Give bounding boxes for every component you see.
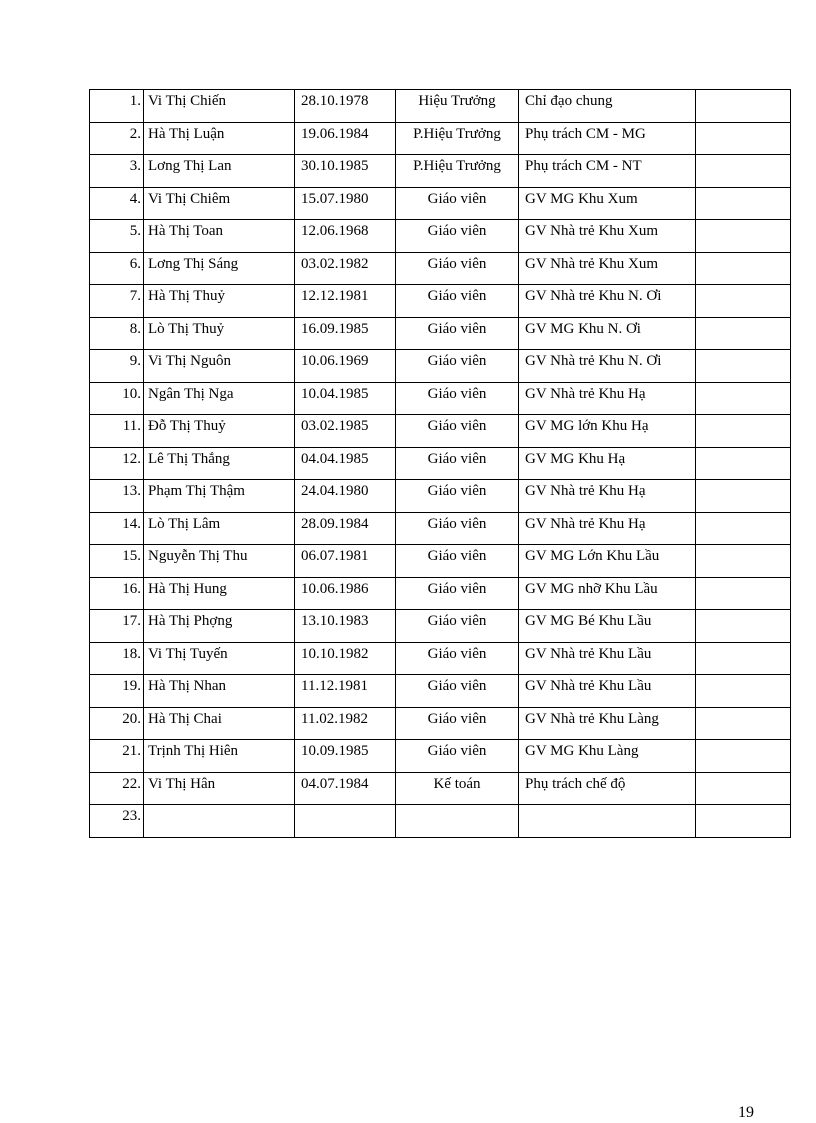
- cell-number: 20.: [90, 707, 144, 740]
- cell-note: [696, 415, 791, 448]
- cell-assignment: GV MG Khu Hạ: [519, 447, 696, 480]
- table-row: [90, 480, 791, 513]
- cell-number: 3.: [90, 155, 144, 188]
- cell-name: Vi Thị Tuyến: [144, 642, 295, 675]
- cell-number: 18.: [90, 642, 144, 675]
- cell-number: 12.: [90, 447, 144, 480]
- cell-birth-date: 12.12.1981: [295, 285, 396, 318]
- cell-note: [696, 480, 791, 513]
- cell-number: 16.: [90, 577, 144, 610]
- cell-number: 19.: [90, 675, 144, 708]
- cell-name: Lò Thị Lâm: [144, 512, 295, 545]
- cell-name: Lê Thị Thắng: [144, 447, 295, 480]
- cell-birth-date: 12.06.1968: [295, 220, 396, 253]
- cell-position: Giáo viên: [396, 577, 519, 610]
- table-row: [90, 675, 791, 708]
- cell-name: Hà Thị Luận: [144, 122, 295, 155]
- cell-note: [696, 610, 791, 643]
- cell-note: [696, 155, 791, 188]
- table-row: [90, 740, 791, 773]
- cell-note: [696, 350, 791, 383]
- cell-name: Vi Thị Chiêm: [144, 187, 295, 220]
- cell-assignment: Phụ trách CM - NT: [519, 155, 696, 188]
- cell-name: Đỗ Thị Thuỷ: [144, 415, 295, 448]
- cell-birth-date: 03.02.1982: [295, 252, 396, 285]
- cell-birth-date: 06.07.1981: [295, 545, 396, 578]
- cell-name: Hà Thị Hung: [144, 577, 295, 610]
- cell-assignment: GV Nhà trẻ Khu Hạ: [519, 512, 696, 545]
- cell-note: [696, 285, 791, 318]
- cell-note: [696, 707, 791, 740]
- cell-name: Hà Thị Nhan: [144, 675, 295, 708]
- cell-birth-date: 15.07.1980: [295, 187, 396, 220]
- cell-assignment: GV Nhà trẻ Khu Hạ: [519, 382, 696, 415]
- cell-note: [696, 675, 791, 708]
- cell-note: [696, 577, 791, 610]
- cell-birth-date: 10.04.1985: [295, 382, 396, 415]
- cell-position: P.Hiệu Trưởng: [396, 122, 519, 155]
- cell-name: Trịnh Thị Hiên: [144, 740, 295, 773]
- cell-number: 21.: [90, 740, 144, 773]
- cell-birth-date: 13.10.1983: [295, 610, 396, 643]
- cell-assignment: Phụ trách CM - MG: [519, 122, 696, 155]
- cell-position: Giáo viên: [396, 642, 519, 675]
- cell-assignment: Chỉ đạo chung: [519, 90, 696, 123]
- table-row: [90, 545, 791, 578]
- cell-note: [696, 187, 791, 220]
- table-row: [90, 155, 791, 188]
- cell-birth-date: 10.10.1982: [295, 642, 396, 675]
- page-number: 19: [738, 1104, 754, 1121]
- cell-note: [696, 512, 791, 545]
- cell-birth-date: 04.04.1985: [295, 447, 396, 480]
- cell-number: 1.: [90, 90, 144, 123]
- staff-table-body: [90, 90, 791, 838]
- cell-name: Phạm Thị Thậm: [144, 480, 295, 513]
- cell-assignment: GV MG Khu Làng: [519, 740, 696, 773]
- cell-note: [696, 545, 791, 578]
- cell-number: 9.: [90, 350, 144, 383]
- cell-name: Lò Thị Thuỷ: [144, 317, 295, 350]
- cell-position: Giáo viên: [396, 252, 519, 285]
- cell-assignment: GV Nhà trẻ Khu Làng: [519, 707, 696, 740]
- cell-name: Ngân Thị Nga: [144, 382, 295, 415]
- table-row: [90, 577, 791, 610]
- cell-birth-date: [295, 805, 396, 838]
- table-row: [90, 317, 791, 350]
- cell-name: Hà Thị Chai: [144, 707, 295, 740]
- table-row: [90, 610, 791, 643]
- cell-number: 13.: [90, 480, 144, 513]
- cell-note: [696, 122, 791, 155]
- cell-birth-date: 30.10.1985: [295, 155, 396, 188]
- cell-birth-date: 16.09.1985: [295, 317, 396, 350]
- cell-number: 11.: [90, 415, 144, 448]
- cell-note: [696, 642, 791, 675]
- table-row: [90, 382, 791, 415]
- cell-name: Nguyễn Thị Thu: [144, 545, 295, 578]
- cell-position: Kế toán: [396, 772, 519, 805]
- cell-name: Lơng Thị Sáng: [144, 252, 295, 285]
- cell-name: Vi Thị Hân: [144, 772, 295, 805]
- cell-birth-date: 10.06.1969: [295, 350, 396, 383]
- cell-assignment: GV Nhà trẻ Khu Lầu: [519, 642, 696, 675]
- table-row: [90, 642, 791, 675]
- cell-assignment: GV MG Bé Khu Lầu: [519, 610, 696, 643]
- cell-assignment: [519, 805, 696, 838]
- cell-position: Giáo viên: [396, 545, 519, 578]
- cell-note: [696, 317, 791, 350]
- cell-note: [696, 772, 791, 805]
- cell-note: [696, 805, 791, 838]
- cell-position: Hiệu Trưởng: [396, 90, 519, 123]
- cell-position: [396, 805, 519, 838]
- cell-assignment: GV Nhà trẻ Khu N. Ơi: [519, 285, 696, 318]
- cell-assignment: Phụ trách chế độ: [519, 772, 696, 805]
- table-row: [90, 187, 791, 220]
- table-row: [90, 122, 791, 155]
- table-row: [90, 252, 791, 285]
- cell-birth-date: 19.06.1984: [295, 122, 396, 155]
- cell-name: [144, 805, 295, 838]
- cell-note: [696, 740, 791, 773]
- cell-position: P.Hiệu Trưởng: [396, 155, 519, 188]
- cell-note: [696, 220, 791, 253]
- table-row: [90, 772, 791, 805]
- cell-position: Giáo viên: [396, 350, 519, 383]
- table-row: [90, 512, 791, 545]
- cell-position: Giáo viên: [396, 382, 519, 415]
- cell-assignment: GV Nhà trẻ Khu Xum: [519, 220, 696, 253]
- cell-assignment: GV Nhà trẻ Khu Lầu: [519, 675, 696, 708]
- cell-position: Giáo viên: [396, 740, 519, 773]
- cell-assignment: GV MG Khu N. Ơi: [519, 317, 696, 350]
- cell-position: Giáo viên: [396, 480, 519, 513]
- cell-number: 6.: [90, 252, 144, 285]
- cell-assignment: GV Nhà trẻ Khu Xum: [519, 252, 696, 285]
- cell-position: Giáo viên: [396, 610, 519, 643]
- table-row: [90, 805, 791, 838]
- cell-name: Hà Thị Toan: [144, 220, 295, 253]
- cell-number: 14.: [90, 512, 144, 545]
- table-row: [90, 285, 791, 318]
- cell-name: Lơng Thị Lan: [144, 155, 295, 188]
- cell-position: Giáo viên: [396, 317, 519, 350]
- cell-assignment: GV Nhà trẻ Khu Hạ: [519, 480, 696, 513]
- cell-number: 10.: [90, 382, 144, 415]
- cell-birth-date: 03.02.1985: [295, 415, 396, 448]
- cell-name: Hà Thị Phợng: [144, 610, 295, 643]
- cell-position: Giáo viên: [396, 512, 519, 545]
- cell-birth-date: 28.09.1984: [295, 512, 396, 545]
- cell-number: 22.: [90, 772, 144, 805]
- cell-birth-date: 28.10.1978: [295, 90, 396, 123]
- cell-position: Giáo viên: [396, 447, 519, 480]
- cell-assignment: GV MG lớn Khu Hạ: [519, 415, 696, 448]
- cell-position: Giáo viên: [396, 285, 519, 318]
- cell-assignment: GV MG Lớn Khu Lầu: [519, 545, 696, 578]
- table-row: [90, 90, 791, 123]
- table-row: [90, 350, 791, 383]
- cell-note: [696, 382, 791, 415]
- cell-note: [696, 447, 791, 480]
- cell-assignment: GV MG nhỡ Khu Lầu: [519, 577, 696, 610]
- cell-name: Hà Thị Thuỷ: [144, 285, 295, 318]
- cell-assignment: GV MG Khu Xum: [519, 187, 696, 220]
- table-row: [90, 707, 791, 740]
- table-row: [90, 447, 791, 480]
- cell-number: 8.: [90, 317, 144, 350]
- cell-assignment: GV Nhà trẻ Khu N. Ơi: [519, 350, 696, 383]
- cell-number: 15.: [90, 545, 144, 578]
- cell-number: 17.: [90, 610, 144, 643]
- cell-note: [696, 90, 791, 123]
- cell-position: Giáo viên: [396, 415, 519, 448]
- cell-birth-date: 24.04.1980: [295, 480, 396, 513]
- table-row: [90, 220, 791, 253]
- cell-position: Giáo viên: [396, 707, 519, 740]
- cell-name: Vi Thị Chiến: [144, 90, 295, 123]
- staff-table: [89, 89, 791, 838]
- cell-number: 5.: [90, 220, 144, 253]
- cell-position: Giáo viên: [396, 187, 519, 220]
- cell-position: Giáo viên: [396, 220, 519, 253]
- cell-birth-date: 10.09.1985: [295, 740, 396, 773]
- cell-number: 23.: [90, 805, 144, 838]
- cell-number: 2.: [90, 122, 144, 155]
- cell-birth-date: 11.12.1981: [295, 675, 396, 708]
- cell-birth-date: 10.06.1986: [295, 577, 396, 610]
- table-row: [90, 415, 791, 448]
- cell-birth-date: 11.02.1982: [295, 707, 396, 740]
- cell-birth-date: 04.07.1984: [295, 772, 396, 805]
- cell-position: Giáo viên: [396, 675, 519, 708]
- cell-note: [696, 252, 791, 285]
- cell-number: 7.: [90, 285, 144, 318]
- cell-name: Vi Thị Nguôn: [144, 350, 295, 383]
- cell-number: 4.: [90, 187, 144, 220]
